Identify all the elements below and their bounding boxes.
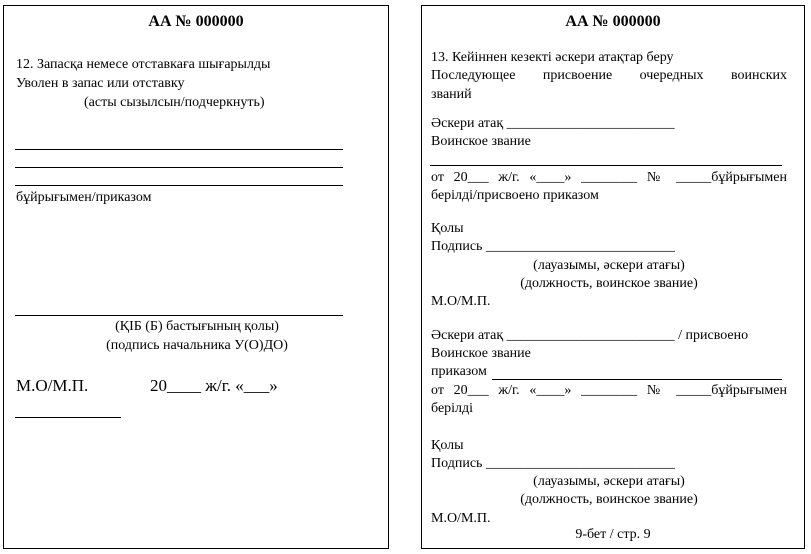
sign-kz-2: Қолы [431,438,464,453]
date-order-2: от 20___ ж/г. «____» ________ № _____бұйрығымен [431,383,787,398]
rank-fill-line-1 [430,165,782,166]
date-line: 20____ ж/г. «___» [150,376,278,395]
position-kz-2: (лауазымы, әскери атағы) [533,474,685,489]
date-fill-line [15,417,121,418]
order-label-2: приказом [431,364,487,379]
section-title-kz: 13. Кейіннен кезекті әскери атақтар беру [431,50,674,65]
right-page [421,5,805,549]
sign-ru-1: Подпись ___________________________ [431,239,675,254]
rank-ru-2: Воинское звание [431,346,531,361]
series-number: АА № 000000 [148,13,244,30]
position-ru-1: (должность, воинское звание) [520,276,698,291]
page-number: 9-бет / стр. 9 [575,527,651,542]
stamp-2: М.О/М.П. [431,511,491,526]
fill-line-1 [15,149,343,150]
signature-line [15,315,343,316]
assigned-2: берілді [431,401,474,416]
series-number: АА № 000000 [565,13,661,30]
section-title-ru-line2: званий [431,87,472,102]
date-order-1: от 20___ ж/г. «____» ________ № _____бұйрығымен [431,170,787,185]
fill-line-2 [15,167,343,168]
rank-kz-1: Әскери атақ ________________________ [431,116,675,131]
signature-caption-ru: (подпись начальника У(О)ДО) [106,338,288,353]
section-title-ru-line1: Последующее присвоение очередных воинских [431,68,787,83]
underline-note: (асты сызылсын/подчеркнуть) [84,95,265,110]
left-page [3,5,389,549]
rank-kz-2: Әскери атақ ________________________ / присвоено [431,328,749,343]
sign-ru-2: Подпись ___________________________ [431,456,675,471]
order-fill-line-2 [492,379,782,380]
position-ru-2: (должность, воинское звание) [520,492,698,507]
stamp-label: М.О/М.П. [16,376,89,395]
stamp-1: М.О/М.П. [431,294,491,309]
rank-ru-1: Воинское звание [431,134,531,149]
position-kz-1: (лауазымы, әскери атағы) [533,258,685,273]
fill-line-3 [15,185,343,186]
sign-kz-1: Қолы [431,221,464,236]
section-title-kz: 12. Запасқа немесе отставкаға шығарылды [16,57,271,72]
section-title-ru: Уволен в запас или отставку [16,76,185,91]
order-label: бұйрығымен/приказом [16,190,152,205]
assigned-1: берілді/присвоено приказом [431,188,599,203]
signature-caption-kz: (ҚІБ (Б) бастығының қолы) [115,319,279,334]
